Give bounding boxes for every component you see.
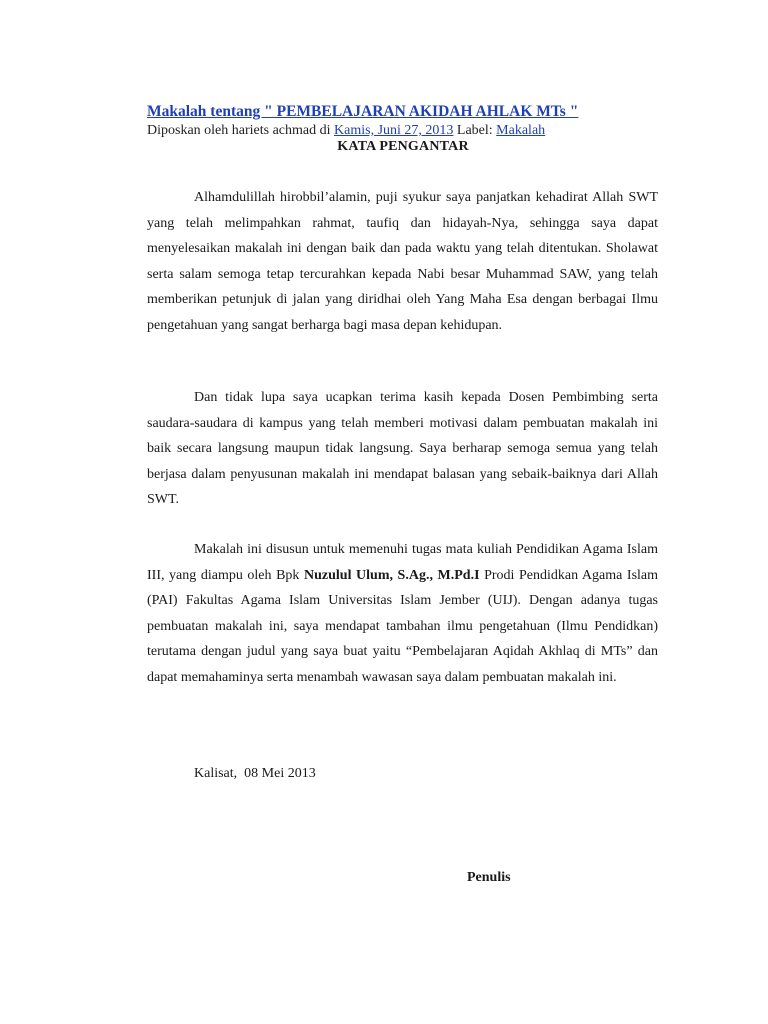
signer-label: Penulis bbox=[467, 870, 511, 885]
paragraph-2 bbox=[147, 385, 658, 513]
post-date-link[interactable]: Kamis, Juni 27, 2013 bbox=[334, 123, 454, 138]
post-label-link[interactable]: Makalah bbox=[496, 123, 546, 138]
post-title-link[interactable]: Makalah tentang " PEMBELAJARAN AKIDAH AHLAK MTs " bbox=[147, 103, 579, 120]
paragraph-3-text-a: Makalah ini disusun untuk memenuhi tugas mata kuliah Pendidikan Agama Islam III, yang diampu oleh Bpk bbox=[147, 542, 658, 583]
paragraph-3 bbox=[147, 537, 658, 690]
place-date: Kalisat, 08 Mei 2013 bbox=[194, 766, 316, 781]
paragraph-3-text-b: Prodi Pendidkan Agama Islam (PAI) Fakultas Agama Islam Universitas Islam Jember (UIJ). Dengan adanya tugas pembuatan makalah ini, saya mendapat tambahan ilmu pengetahuan (Ilmu Pendidkan) terutama dengan judul yang saya buat yaitu “Pembelajaran Aqidah Akhlaq di MTs” dan dapat memahaminya serta menambah wawasan saya dalam pembuatan makalah ini. bbox=[147, 567, 659, 685]
label-prefix-text: Label: bbox=[453, 123, 497, 138]
lecturer-name: Nuzulul Ulum, S.Ag., M.Pd.I bbox=[304, 567, 480, 583]
posted-by-text: Diposkan oleh hariets achmad di bbox=[147, 123, 335, 138]
paragraph-2-text: Dan tidak lupa saya ucapkan terima kasih kepada Dosen Pembimbing serta saudara-saudara di kampus yang telah memberi motivasi dalam pembuatan makalah ini baik secara langsung maupun tidak langsung. Saya berharap semoga semua yang telah berjasa dalam penyusunan makalah ini mendapat balasan yang sebaik-baiknya dari Allah SWT. bbox=[147, 390, 658, 507]
paragraph-1 bbox=[147, 185, 658, 338]
post-title bbox=[147, 102, 578, 122]
paragraph-1-text: Alhamdulillah hirobbil’alamin, puji syukur saya panjatkan kehadirat Allah SWT yang telah melimpahkan rahmat, taufiq dan hidayah-Nya, sehingga saya dapat menyelesaikan makalah ini dengan baik dan pada waktu yang telah ditentukan. Sholawat serta salam semoga tetap tercurahkan kepada Nabi besar Muhammad SAW, yang telah memberikan petunjuk di jalan yang diridhai oleh Yang Maha Esa dengan berbagai Ilmu pengetahuan yang sangat berharga bagi masa depan kehidupan. bbox=[147, 190, 658, 333]
document-heading: KATA PENGANTAR bbox=[337, 139, 469, 154]
